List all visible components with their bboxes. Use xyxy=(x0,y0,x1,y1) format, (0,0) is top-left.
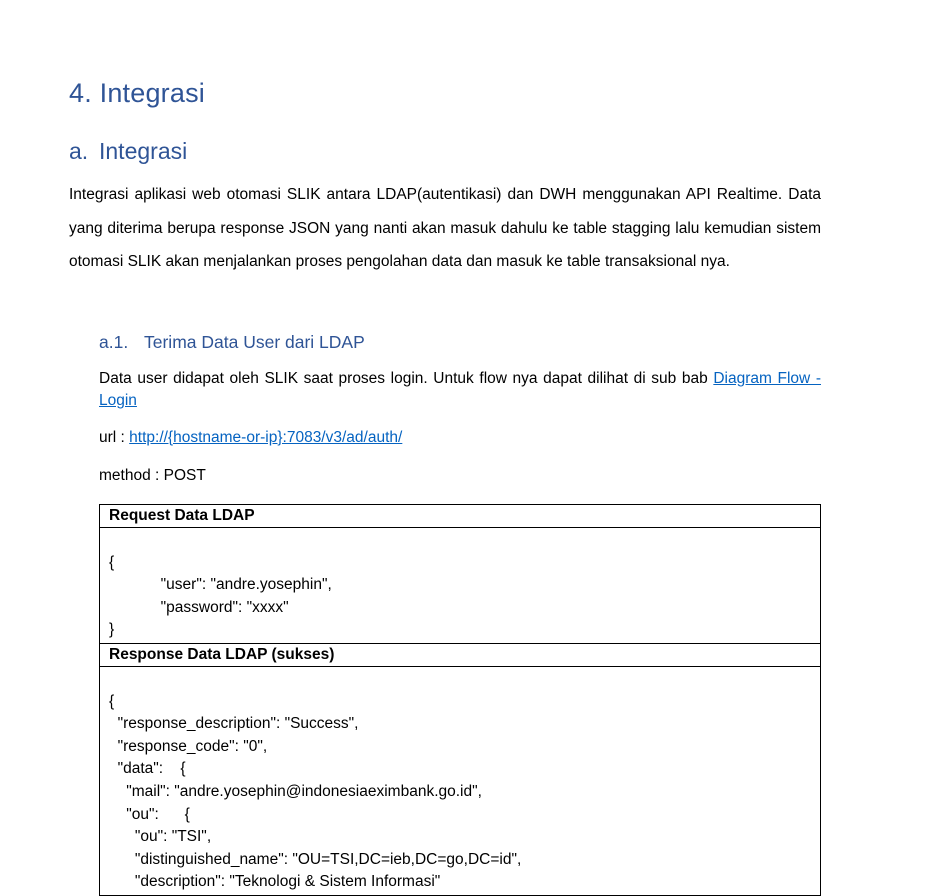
endpoint-url-link[interactable]: http://{hostname-or-ip}:7083/v3/ad/auth/ xyxy=(129,429,403,446)
request-body-cell xyxy=(100,528,821,644)
response-header-row xyxy=(100,643,821,666)
subsubsection-number: a.1. xyxy=(99,332,129,352)
url-label: url : xyxy=(99,429,130,446)
response-body-cell xyxy=(100,666,821,895)
request-header-row xyxy=(100,505,821,528)
request-code-line: { xyxy=(109,553,115,571)
subsubsection-title: Terima Data User dari LDAP xyxy=(144,332,365,352)
section-heading: 4. Integrasi xyxy=(69,78,205,108)
response-code-line: "data": { xyxy=(109,760,186,778)
subsection-heading xyxy=(69,138,187,165)
response-code-line: "ou": { xyxy=(109,805,190,823)
intro-paragraph: Integrasi aplikasi web otomasi SLIK antara LDAP(autentikasi) dan DWH menggunakan API Realtime. Data yang diterima berupa response JSON yang nanti akan masuk dahulu ke table stagging lalu kemudian sistem otomasi SLIK akan menjalankan proses pengolahan data dan masuk ke table transaksional nya. xyxy=(69,186,821,271)
request-body-row xyxy=(100,528,821,644)
response-body-row xyxy=(100,666,821,895)
login-description xyxy=(99,368,821,412)
response-code-line: "response_description": "Success", xyxy=(109,715,359,733)
response-code-line: "description": "Teknologi & Sistem Informasi" xyxy=(109,873,441,891)
method-line: method : POST xyxy=(99,467,206,484)
response-code-line: "response_code": "0", xyxy=(109,737,268,755)
login-description-text: Data user didapat oleh SLIK saat proses login. Untuk flow nya dapat dilihat di sub bab xyxy=(99,370,714,387)
request-code-line: "password": "xxxx" xyxy=(109,598,289,616)
subsubsection-heading xyxy=(99,332,365,353)
subsection-heading-title: Integrasi xyxy=(99,138,188,164)
response-code-line: "ou": "TSI", xyxy=(109,828,212,846)
response-header-cell: Response Data LDAP (sukses) xyxy=(100,643,821,666)
response-code-line: "distinguished_name": "OU=TSI,DC=ieb,DC=go,DC=id", xyxy=(109,850,522,868)
request-code-line: "user": "andre.yosephin", xyxy=(109,576,332,594)
url-line xyxy=(99,429,402,447)
diagram-flow-login-link[interactable]: Diagram Flow - Login xyxy=(99,370,821,409)
response-code-line: "mail": "andre.yosephin@indonesiaeximbank.go.id", xyxy=(109,782,482,800)
request-code-line: } xyxy=(109,621,115,639)
response-code-line: { xyxy=(109,692,115,710)
ldap-spec-table xyxy=(99,504,821,896)
subsection-heading-number: a. xyxy=(69,138,89,164)
request-header-cell: Request Data LDAP xyxy=(100,505,821,528)
